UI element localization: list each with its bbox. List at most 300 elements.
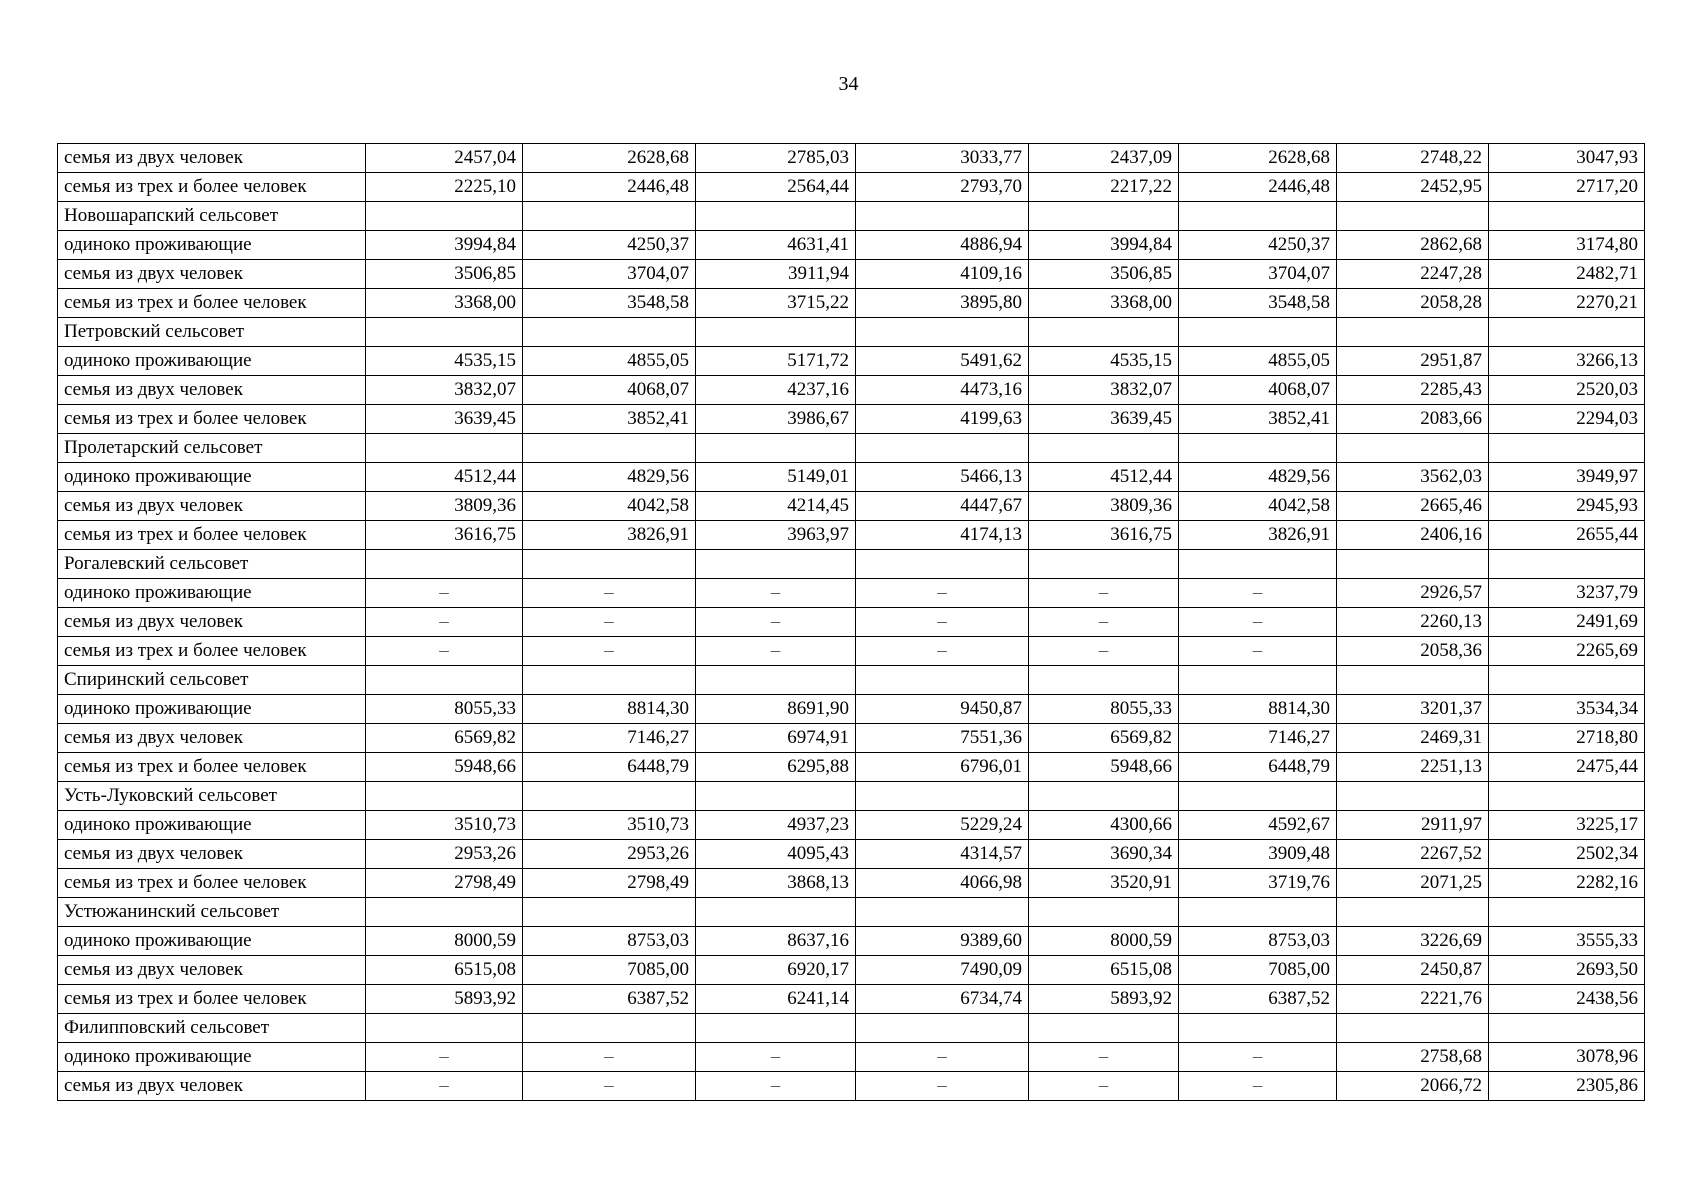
table-cell: 8814,30 [1179, 695, 1337, 724]
table-cell: – [366, 579, 523, 608]
table-cell: 8000,59 [1029, 927, 1179, 956]
table-row [58, 405, 1645, 434]
table-cell: 3832,07 [366, 376, 523, 405]
row-label: семья из двух человек [58, 840, 366, 869]
table-cell: 6515,08 [366, 956, 523, 985]
table-row [58, 666, 1645, 695]
table-cell: 3555,33 [1489, 927, 1645, 956]
table-cell: 2475,44 [1489, 753, 1645, 782]
table-cell: 2450,87 [1337, 956, 1489, 985]
table-cell: – [366, 637, 523, 666]
table-cell [1029, 666, 1179, 695]
table-cell: 2438,56 [1489, 985, 1645, 1014]
row-label: одиноко проживающие [58, 231, 366, 260]
table-cell [366, 434, 523, 463]
table-cell [696, 318, 856, 347]
table-row [58, 753, 1645, 782]
table-row [58, 927, 1645, 956]
table-cell: 2482,71 [1489, 260, 1645, 289]
table-cell [1337, 782, 1489, 811]
table-cell: 4829,56 [1179, 463, 1337, 492]
row-label: семья из трех и более человек [58, 521, 366, 550]
table-cell: 3368,00 [1029, 289, 1179, 318]
table-cell: 3548,58 [1179, 289, 1337, 318]
table-cell [696, 434, 856, 463]
table-cell: 4829,56 [523, 463, 696, 492]
table-cell: 2267,52 [1337, 840, 1489, 869]
table-cell: – [696, 1072, 856, 1101]
table-cell: 2926,57 [1337, 579, 1489, 608]
table-cell: 2406,16 [1337, 521, 1489, 550]
table-row [58, 956, 1645, 985]
table-cell: 3868,13 [696, 869, 856, 898]
table-row [58, 869, 1645, 898]
row-label: семья из двух человек [58, 1072, 366, 1101]
table-cell: 2717,20 [1489, 173, 1645, 202]
row-label: семья из трех и более человек [58, 637, 366, 666]
table-cell: 2305,86 [1489, 1072, 1645, 1101]
table-cell: 6796,01 [856, 753, 1029, 782]
table-cell [1489, 782, 1645, 811]
table-cell: 6448,79 [1179, 753, 1337, 782]
table-cell: 3826,91 [523, 521, 696, 550]
table-cell [696, 550, 856, 579]
table-cell: 4042,58 [523, 492, 696, 521]
table-cell [523, 1014, 696, 1043]
table-row [58, 724, 1645, 753]
table-cell: 5149,01 [696, 463, 856, 492]
table-cell: – [366, 1043, 523, 1072]
row-label: одиноко проживающие [58, 811, 366, 840]
table-cell: 2798,49 [523, 869, 696, 898]
table-cell: 3078,96 [1489, 1043, 1645, 1072]
table-cell: – [523, 637, 696, 666]
table-cell: 3534,34 [1489, 695, 1645, 724]
row-label: семья из двух человек [58, 376, 366, 405]
table-cell: 2502,34 [1489, 840, 1645, 869]
table-row [58, 492, 1645, 521]
table-cell: 6448,79 [523, 753, 696, 782]
table-row [58, 202, 1645, 231]
table-cell: 7146,27 [523, 724, 696, 753]
table-cell: – [1179, 1043, 1337, 1072]
table-cell: 6569,82 [366, 724, 523, 753]
table-cell: 4300,66 [1029, 811, 1179, 840]
row-label: семья из двух человек [58, 608, 366, 637]
table-cell: 4473,16 [856, 376, 1029, 405]
table-row [58, 144, 1645, 173]
table-cell: – [856, 637, 1029, 666]
table-cell [366, 898, 523, 927]
table-cell: 4109,16 [856, 260, 1029, 289]
table-cell: 3047,93 [1489, 144, 1645, 173]
table-cell [523, 434, 696, 463]
row-label: семья из трех и более человек [58, 869, 366, 898]
table-cell: – [1029, 608, 1179, 637]
table-cell: – [1029, 637, 1179, 666]
table-cell: 3506,85 [1029, 260, 1179, 289]
row-label: семья из трех и более человек [58, 985, 366, 1014]
table-cell [1029, 318, 1179, 347]
table-cell: 5893,92 [1029, 985, 1179, 1014]
table-cell [366, 782, 523, 811]
table-cell [1179, 782, 1337, 811]
table-cell: 9389,60 [856, 927, 1029, 956]
table-cell [696, 202, 856, 231]
table-cell: – [1179, 579, 1337, 608]
table-cell: 3201,37 [1337, 695, 1489, 724]
table-cell: 3704,07 [1179, 260, 1337, 289]
table-cell: 5491,62 [856, 347, 1029, 376]
data-table [57, 143, 1645, 1101]
table-cell: 2665,46 [1337, 492, 1489, 521]
row-label: семья из двух человек [58, 956, 366, 985]
table-cell: 2469,31 [1337, 724, 1489, 753]
table-cell: 4068,07 [1179, 376, 1337, 405]
table-cell: 5948,66 [366, 753, 523, 782]
table-cell [1489, 202, 1645, 231]
row-label: семья из трех и более человек [58, 405, 366, 434]
table-cell: – [696, 1043, 856, 1072]
table-cell: 4886,94 [856, 231, 1029, 260]
table-cell: – [1029, 579, 1179, 608]
table-cell: 2265,69 [1489, 637, 1645, 666]
table-cell: 8055,33 [1029, 695, 1179, 724]
row-label: семья из двух человек [58, 492, 366, 521]
table-cell: 4512,44 [1029, 463, 1179, 492]
table-row [58, 463, 1645, 492]
table-cell: 3639,45 [1029, 405, 1179, 434]
row-label: одиноко проживающие [58, 1043, 366, 1072]
table-row [58, 289, 1645, 318]
table-cell: 2693,50 [1489, 956, 1645, 985]
table-cell: 2452,95 [1337, 173, 1489, 202]
table-cell: 5893,92 [366, 985, 523, 1014]
table-cell: 3704,07 [523, 260, 696, 289]
table-row [58, 521, 1645, 550]
table-row [58, 173, 1645, 202]
table-row [58, 434, 1645, 463]
row-label: одиноко проживающие [58, 579, 366, 608]
table-cell [1337, 202, 1489, 231]
table-cell: – [523, 608, 696, 637]
table-row [58, 1014, 1645, 1043]
table-cell: 4631,41 [696, 231, 856, 260]
table-cell: 3506,85 [366, 260, 523, 289]
table-cell: 8814,30 [523, 695, 696, 724]
table-cell: 4447,67 [856, 492, 1029, 521]
table-cell [1029, 202, 1179, 231]
table-row [58, 985, 1645, 1014]
table-cell: 2953,26 [523, 840, 696, 869]
table-row [58, 579, 1645, 608]
table-row [58, 318, 1645, 347]
table-cell [523, 202, 696, 231]
table-cell: 7146,27 [1179, 724, 1337, 753]
table-cell [1029, 434, 1179, 463]
row-label: одиноко проживающие [58, 695, 366, 724]
table-cell: 4855,05 [1179, 347, 1337, 376]
table-cell: 2793,70 [856, 173, 1029, 202]
table-cell: 6920,17 [696, 956, 856, 985]
table-cell: 7551,36 [856, 724, 1029, 753]
table-cell: 3510,73 [523, 811, 696, 840]
table-cell: 2437,09 [1029, 144, 1179, 173]
table-cell: 4512,44 [366, 463, 523, 492]
row-label: семья из трех и более человек [58, 289, 366, 318]
table-cell: 5466,13 [856, 463, 1029, 492]
table-cell [1179, 318, 1337, 347]
table-cell: 4250,37 [523, 231, 696, 260]
table-cell [856, 898, 1029, 927]
table-cell: 2491,69 [1489, 608, 1645, 637]
table-cell: 2718,80 [1489, 724, 1645, 753]
table-cell: 2748,22 [1337, 144, 1489, 173]
table-cell: 3510,73 [366, 811, 523, 840]
table-cell: – [856, 608, 1029, 637]
table-cell: 2066,72 [1337, 1072, 1489, 1101]
table-cell [1337, 434, 1489, 463]
table-cell: 2564,44 [696, 173, 856, 202]
row-label: Пролетарский сельсовет [58, 434, 366, 463]
table-cell [366, 202, 523, 231]
table-cell: 2260,13 [1337, 608, 1489, 637]
table-cell: – [523, 1072, 696, 1101]
table-cell: 3616,75 [366, 521, 523, 550]
table-cell: – [523, 579, 696, 608]
table-cell: – [856, 579, 1029, 608]
table-cell: 2945,93 [1489, 492, 1645, 521]
row-label: семья из двух человек [58, 144, 366, 173]
table-cell [1179, 666, 1337, 695]
table-cell [1337, 666, 1489, 695]
table-cell [1179, 550, 1337, 579]
table-cell [366, 318, 523, 347]
table-cell: 4855,05 [523, 347, 696, 376]
table-cell: 3986,67 [696, 405, 856, 434]
table-cell: 6569,82 [1029, 724, 1179, 753]
table-cell: 3809,36 [366, 492, 523, 521]
table-cell: 2083,66 [1337, 405, 1489, 434]
table-cell: 2221,76 [1337, 985, 1489, 1014]
table-cell: 6515,08 [1029, 956, 1179, 985]
table-cell: 8637,16 [696, 927, 856, 956]
table-cell: – [1029, 1043, 1179, 1072]
table-row [58, 1043, 1645, 1072]
table-cell: 2446,48 [523, 173, 696, 202]
table-cell: 8055,33 [366, 695, 523, 724]
table-cell [366, 666, 523, 695]
table-cell: 7490,09 [856, 956, 1029, 985]
table-cell: 2294,03 [1489, 405, 1645, 434]
table-cell: 4535,15 [366, 347, 523, 376]
table-cell [1337, 1014, 1489, 1043]
table-cell: 6387,52 [1179, 985, 1337, 1014]
table-cell: 6295,88 [696, 753, 856, 782]
table-cell: 3852,41 [1179, 405, 1337, 434]
table-cell: 5229,24 [856, 811, 1029, 840]
row-label: Филипповский сельсовет [58, 1014, 366, 1043]
table-cell: 3994,84 [366, 231, 523, 260]
row-label: семья из двух человек [58, 724, 366, 753]
table-cell: 3832,07 [1029, 376, 1179, 405]
table-body [58, 144, 1645, 1101]
table-cell [1029, 1014, 1179, 1043]
table-cell: 6387,52 [523, 985, 696, 1014]
table-cell: 4068,07 [523, 376, 696, 405]
table-row [58, 231, 1645, 260]
table-cell: 2251,13 [1337, 753, 1489, 782]
table-cell: 2270,21 [1489, 289, 1645, 318]
table-row [58, 811, 1645, 840]
table-cell: – [523, 1043, 696, 1072]
table-cell: 4214,45 [696, 492, 856, 521]
table-cell [523, 782, 696, 811]
table-cell: 2247,28 [1337, 260, 1489, 289]
table-cell: 9450,87 [856, 695, 1029, 724]
table-cell: 3237,79 [1489, 579, 1645, 608]
table-cell: 2282,16 [1489, 869, 1645, 898]
table-cell: – [696, 579, 856, 608]
table-cell [523, 898, 696, 927]
table-cell [366, 550, 523, 579]
table-cell: 3909,48 [1179, 840, 1337, 869]
table-cell [1489, 318, 1645, 347]
table-cell: 3994,84 [1029, 231, 1179, 260]
table-cell [1179, 1014, 1337, 1043]
row-label: семья из трех и более человек [58, 173, 366, 202]
table-cell [523, 550, 696, 579]
table-cell [366, 1014, 523, 1043]
table-cell: 3562,03 [1337, 463, 1489, 492]
table-cell: – [696, 608, 856, 637]
table-cell: 3368,00 [366, 289, 523, 318]
table-cell: 4066,98 [856, 869, 1029, 898]
table-row [58, 376, 1645, 405]
table-row [58, 782, 1645, 811]
table-cell: 4042,58 [1179, 492, 1337, 521]
table-cell [1029, 550, 1179, 579]
table-cell: 3548,58 [523, 289, 696, 318]
table-cell: 3226,69 [1337, 927, 1489, 956]
table-cell: 8000,59 [366, 927, 523, 956]
table-cell: 2071,25 [1337, 869, 1489, 898]
page-number: 34 [838, 73, 859, 95]
table-row [58, 637, 1645, 666]
table-row [58, 898, 1645, 927]
table-cell: 2217,22 [1029, 173, 1179, 202]
table-cell: 2628,68 [523, 144, 696, 173]
table-cell [1337, 550, 1489, 579]
table-cell: 3033,77 [856, 144, 1029, 173]
table-cell: 8753,03 [1179, 927, 1337, 956]
table-cell: – [1179, 1072, 1337, 1101]
table-cell: 3719,76 [1179, 869, 1337, 898]
table-cell: 7085,00 [523, 956, 696, 985]
table-cell: 6974,91 [696, 724, 856, 753]
table-cell: 4250,37 [1179, 231, 1337, 260]
table-cell: 3225,17 [1489, 811, 1645, 840]
table-cell [1489, 1014, 1645, 1043]
table-cell [856, 550, 1029, 579]
table-cell [523, 318, 696, 347]
table-cell: 3809,36 [1029, 492, 1179, 521]
table-cell: – [1029, 1072, 1179, 1101]
table-cell [1489, 434, 1645, 463]
table-row [58, 1072, 1645, 1101]
table-cell: 3949,97 [1489, 463, 1645, 492]
table-cell [1029, 898, 1179, 927]
table-cell: 5171,72 [696, 347, 856, 376]
table-cell [1179, 434, 1337, 463]
table-cell: 4937,23 [696, 811, 856, 840]
table-cell [696, 898, 856, 927]
table-cell: 2951,87 [1337, 347, 1489, 376]
table-cell: 3690,34 [1029, 840, 1179, 869]
table-cell: 2520,03 [1489, 376, 1645, 405]
row-label: одиноко проживающие [58, 927, 366, 956]
table-cell: 3639,45 [366, 405, 523, 434]
table-cell [1337, 318, 1489, 347]
table-cell: 8691,90 [696, 695, 856, 724]
row-label: Усть-Луковский сельсовет [58, 782, 366, 811]
table-cell: 4174,13 [856, 521, 1029, 550]
table-cell: 2785,03 [696, 144, 856, 173]
table-cell: 4095,43 [696, 840, 856, 869]
table-cell: – [1179, 608, 1337, 637]
table-cell [523, 666, 696, 695]
row-label: Рогалевский сельсовет [58, 550, 366, 579]
table-cell: 3616,75 [1029, 521, 1179, 550]
row-label: Спиринский сельсовет [58, 666, 366, 695]
table-cell [856, 202, 1029, 231]
table-row [58, 608, 1645, 637]
table-cell [1489, 550, 1645, 579]
table-cell [1029, 782, 1179, 811]
table-cell [856, 1014, 1029, 1043]
table-cell: 2058,28 [1337, 289, 1489, 318]
table-cell [856, 782, 1029, 811]
table-cell [856, 666, 1029, 695]
table-cell: 7085,00 [1179, 956, 1337, 985]
row-label: одиноко проживающие [58, 347, 366, 376]
table-cell: 2911,97 [1337, 811, 1489, 840]
table-cell: 3895,80 [856, 289, 1029, 318]
table-cell: 4592,67 [1179, 811, 1337, 840]
table-cell: 2457,04 [366, 144, 523, 173]
table-cell: 6734,74 [856, 985, 1029, 1014]
table-cell: 2862,68 [1337, 231, 1489, 260]
table-cell [856, 434, 1029, 463]
table-cell: 2058,36 [1337, 637, 1489, 666]
row-label: семья из двух человек [58, 260, 366, 289]
table-cell: 3174,80 [1489, 231, 1645, 260]
table-cell: 3715,22 [696, 289, 856, 318]
table-cell: 4535,15 [1029, 347, 1179, 376]
table-cell: 2446,48 [1179, 173, 1337, 202]
table-cell: 4237,16 [696, 376, 856, 405]
table-cell: – [696, 637, 856, 666]
table-cell: 3266,13 [1489, 347, 1645, 376]
table-row [58, 840, 1645, 869]
table-cell: – [1179, 637, 1337, 666]
table-cell: 3826,91 [1179, 521, 1337, 550]
table-cell: 2285,43 [1337, 376, 1489, 405]
table-cell: 3911,94 [696, 260, 856, 289]
table-cell: 3963,97 [696, 521, 856, 550]
table-row [58, 550, 1645, 579]
table-cell: 5948,66 [1029, 753, 1179, 782]
